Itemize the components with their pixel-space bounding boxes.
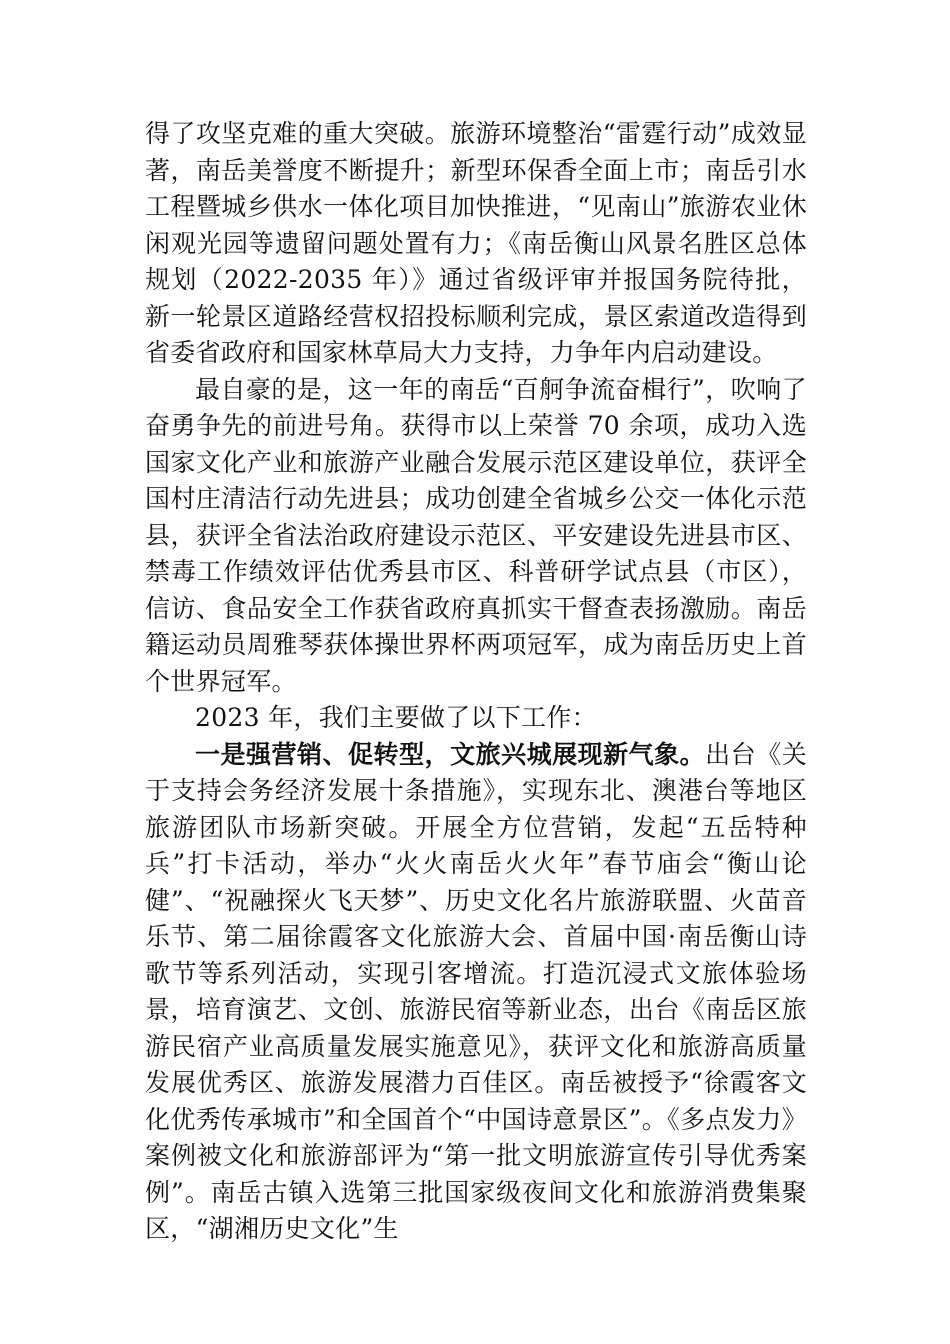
paragraph-tourism-work bbox=[145, 737, 807, 1248]
paragraph-honors bbox=[145, 372, 807, 701]
paragraph-work-intro bbox=[145, 700, 807, 737]
paragraph-text: 2023 年，我们主要做了以下工作： bbox=[195, 703, 597, 732]
paragraph-text: 出台《关于支持会务经济发展十条措施》，实现东北、澳港台等地区旅游团队市场新突破。开展全方位营销，发起“五岳特种兵”打卡活动，举办“火火南岳火火年”春节庙会“衡山论健”、“祝融探火飞天梦”、历史文化名片旅游联盟、火苗音乐节、第二届徐霞客文化旅游大会、首届中国·南岳衡山诗歌节等系列活动，实现引客增流。打造沉浸式文旅体验场景，培育演艺、文创、旅游民宿等新业态，出台《南岳区旅游民宿产业高质量发展实施意见》，获评文化和旅游高质量发展优秀区、旅游发展潜力百佳区。南岳被授予“徐霞客文化优秀传承城市”和全国首个“中国诗意景区”。《多点发力》案例被文化和旅游部评为“第一批文明旅游宣传引导优秀案例”。南岳古镇入选第三批国家级夜间文化和旅游消费集聚区，“湖湘历史文化”生 bbox=[145, 739, 807, 1243]
document-body bbox=[145, 116, 807, 1248]
paragraph-achievements-continued bbox=[145, 116, 807, 372]
paragraph-text: 得了攻坚克难的重大突破。旅游环境整治“雷霆行动”成效显著，南岳美誉度不断提升；新型环保香全面上市；南岳引水工程暨城乡供水一体化项目加快推进，“见南山”旅游农业休闲观光园等遗留问题处置有力；《南岳衡山风景名胜区总体规划（2022-2035 年）》通过省级评审并报国务院待批，新一轮景区道路经营权招投标顺利完成，景区索道改造得到省委省政府和国家林草局大力支持，力争年内启动建设。 bbox=[145, 119, 807, 367]
paragraph-bold-lead: 一是强营销、促转型，文旅兴城展现新气象。 bbox=[195, 739, 706, 769]
paragraph-text: 最自豪的是，这一年的南岳“百舸争流奋楫行”，吹响了奋勇争先的前进号角。获得市以上荣誉 70 余项，成功入选国家文化产业和旅游产业融合发展示范区建设单位，获评全国村庄清洁行动先进县；成功创建全省城乡公交一体化示范县，获评全省法治政府建设示范区、平安建设先进县市区、禁毒工作绩效评估优秀县市区、科普研学试点县（市区），信访、食品安全工作获省政府真抓实干督查表扬激励。南岳籍运动员周雅琴获体操世界杯两项冠军，成为南岳历史上首个世界冠军。 bbox=[145, 374, 807, 696]
